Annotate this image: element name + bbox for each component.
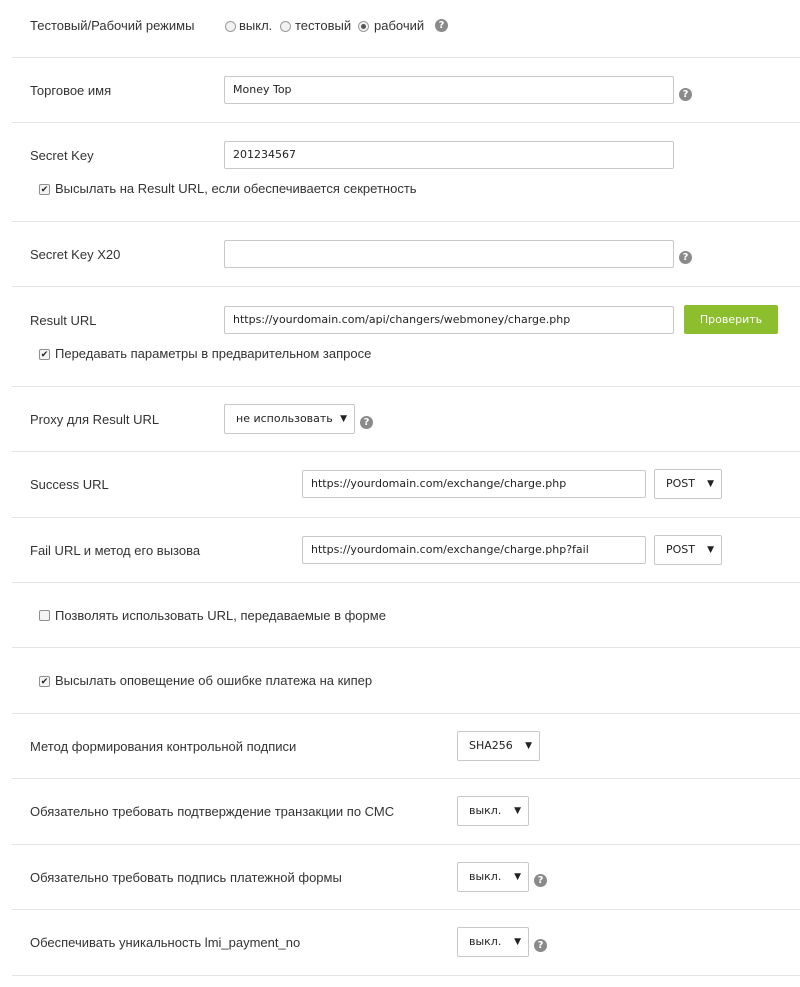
require-form-signature-label: Обязательно требовать подпись платежной формы — [30, 870, 342, 885]
fail-url-input[interactable]: https://yourdomain.com/exchange/charge.php?fail — [302, 536, 646, 564]
proxy-row — [12, 387, 800, 452]
require-form-signature-value: выкл. — [469, 870, 502, 883]
allow-form-urls-checkbox[interactable] — [39, 610, 50, 621]
chevron-down-icon: ▼ — [514, 937, 521, 947]
secret-key-send-checkbox[interactable]: ✔ — [40, 184, 49, 194]
fail-url-label: Fail URL и метод его вызова — [30, 543, 201, 558]
unique-payment-no-select[interactable] — [457, 927, 529, 957]
chevron-down-icon: ▼ — [707, 545, 714, 555]
help-icon[interactable]: ? — [360, 416, 373, 429]
notify-error-label: Высылать оповещение об ошибке платежа на кипер — [55, 673, 373, 688]
help-icon[interactable]: ? — [435, 19, 448, 32]
check-result-url-button[interactable]: Проверить — [684, 305, 778, 334]
mode-radio-test-label[interactable]: тестовый — [295, 18, 352, 33]
result-url-row — [12, 287, 800, 387]
mode-row — [12, 0, 800, 58]
mode-radio-off[interactable] — [225, 21, 236, 32]
unique-payment-no-row — [12, 910, 800, 976]
require-sms-row — [12, 779, 800, 845]
mode-radio-off-label[interactable]: выкл. — [239, 18, 273, 33]
unique-payment-no-value: выкл. — [469, 935, 502, 948]
secret-key-row — [12, 123, 800, 222]
result-url-input[interactable]: https://yourdomain.com/api/changers/webmoney/charge.php — [224, 306, 674, 334]
fail-url-method-value: POST — [666, 543, 695, 556]
chevron-down-icon: ▼ — [514, 806, 521, 816]
result-url-prerequest-label: Передавать параметры в предварительном запросе — [55, 346, 372, 361]
fail-url-method-select[interactable] — [654, 535, 722, 565]
chevron-down-icon: ▼ — [525, 741, 532, 751]
secret-key-x20-label: Secret Key X20 — [30, 247, 121, 262]
notify-error-checkbox[interactable]: ✔ — [40, 676, 49, 686]
proxy-select[interactable] — [224, 404, 355, 434]
signature-method-label: Метод формирования контрольной подписи — [30, 739, 297, 754]
result-url-prerequest-checkbox[interactable]: ✔ — [40, 349, 49, 359]
help-icon[interactable]: ? — [679, 251, 692, 264]
trade-name-row — [12, 58, 800, 123]
secret-key-input[interactable]: 201234567 — [224, 141, 674, 169]
secret-key-label: Secret Key — [30, 148, 94, 163]
success-url-method-select[interactable] — [654, 469, 722, 499]
require-sms-select[interactable] — [457, 796, 529, 826]
fail-url-row — [12, 518, 800, 583]
mode-radio-live-label[interactable]: рабочий — [374, 18, 425, 33]
secret-key-x20-input[interactable] — [224, 240, 674, 268]
chevron-down-icon: ▼ — [707, 479, 714, 489]
help-icon[interactable]: ? — [534, 939, 547, 952]
mode-radio-test[interactable] — [280, 21, 291, 32]
require-sms-value: выкл. — [469, 804, 502, 817]
success-url-input[interactable]: https://yourdomain.com/exchange/charge.php — [302, 470, 646, 498]
require-sms-label: Обязательно требовать подтверждение транзакции по СМС — [30, 804, 395, 819]
success-url-label: Success URL — [30, 477, 109, 492]
signature-method-select[interactable] — [457, 731, 540, 761]
mode-radio-live[interactable] — [358, 21, 369, 32]
signature-method-value: SHA256 — [469, 739, 513, 752]
notify-error-row — [12, 648, 800, 714]
secret-key-x20-row — [12, 222, 800, 287]
secret-key-send-label: Высылать на Result URL, если обеспечивается секретность — [55, 181, 417, 196]
trade-name-label: Торговое имя — [30, 83, 112, 98]
success-url-row — [12, 452, 800, 518]
require-form-signature-select[interactable] — [457, 862, 529, 892]
require-form-signature-row — [12, 845, 800, 910]
chevron-down-icon: ▼ — [340, 414, 347, 424]
help-icon[interactable]: ? — [679, 88, 692, 101]
allow-form-urls-label: Позволять использовать URL, передаваемые в форме — [55, 608, 386, 623]
allow-form-urls-row — [12, 583, 800, 648]
unique-payment-no-label: Обеспечивать уникальность lmi_payment_no — [30, 935, 301, 950]
success-url-method-value: POST — [666, 477, 695, 490]
result-url-label: Result URL — [30, 313, 97, 328]
trade-name-input[interactable]: Money Top — [224, 76, 674, 104]
signature-method-row — [12, 714, 800, 779]
proxy-select-value: не использовать — [236, 412, 333, 425]
mode-label: Тестовый/Рабочий режимы — [30, 18, 195, 33]
chevron-down-icon: ▼ — [514, 872, 521, 882]
proxy-label: Proxy для Result URL — [30, 412, 160, 427]
help-icon[interactable]: ? — [534, 874, 547, 887]
